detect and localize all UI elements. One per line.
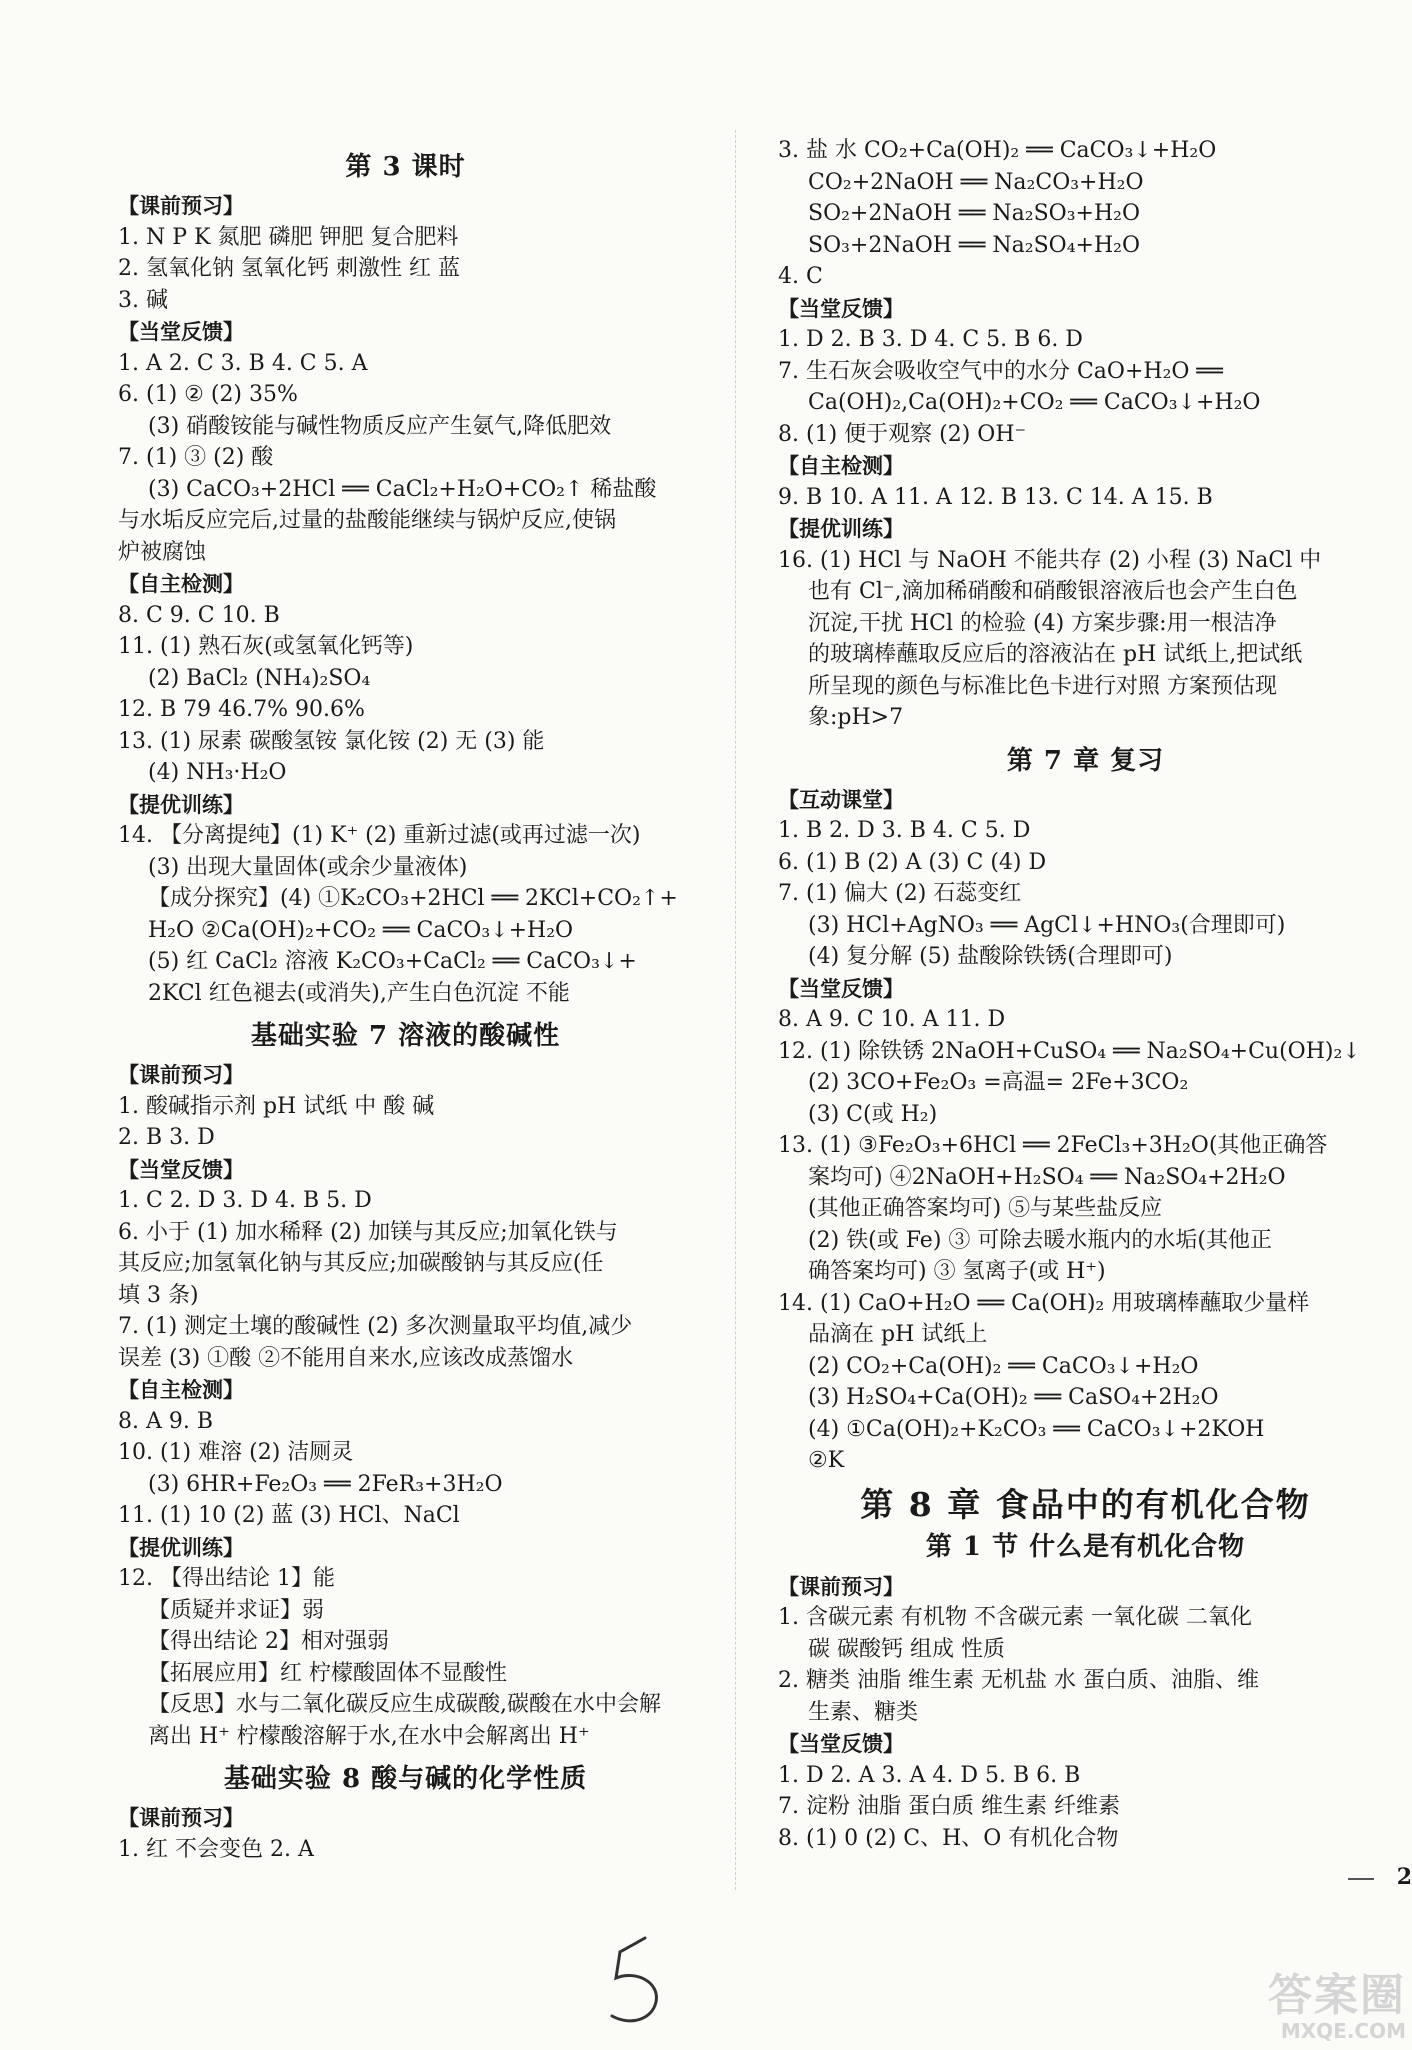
answer-line: 3. 盐 水 CO₂+Ca(OH)₂ ══ CaCO₃↓+H₂O (778, 138, 1217, 163)
section-label: 【当堂反馈】 (118, 1156, 244, 1182)
answer-line: 7. 生石灰会吸收空气中的水分 CaO+H₂O ══ (778, 358, 1223, 384)
section-label: 【自主检测】 (118, 1377, 244, 1402)
page-number: 2 (1396, 1864, 1412, 1890)
answer-line: 1. 酸碱指示剂 pH 试纸 中 酸 碱 (118, 1093, 435, 1119)
answer-line: 【成分探究】(4) ①K₂CO₃+2HCl ══ 2KCl+CO₂↑+ (148, 886, 678, 911)
answer-line: (3) 出现大量固体(或余少量液体) (148, 854, 468, 880)
answer-line: (3) H₂SO₄+Ca(OH)₂ ══ CaSO₄+2H₂O (808, 1385, 1219, 1410)
answer-line: SO₂+2NaOH ══ Na₂SO₃+H₂O (808, 201, 1141, 226)
answer-line: SO₃+2NaOH ══ Na₂SO₄+H₂O (808, 232, 1141, 258)
answer-line: 14. 【分离提纯】(1) K⁺ (2) 重新过滤(或再过滤一次) (118, 823, 641, 848)
section-label: 【当堂反馈】 (118, 319, 244, 344)
answer-line: H₂O ②Ca(OH)₂+CO₂ ══ CaCO₃↓+H₂O (148, 917, 574, 943)
answer-line: (4) ①Ca(OH)₂+K₂CO₃ ══ CaCO₃↓+2KOH (808, 1416, 1265, 1442)
answer-line: 7. 淀粉 油脂 蛋白质 维生素 纤维素 (778, 1794, 1120, 1819)
answer-line: 1. C 2. D 3. D 4. B 5. D (118, 1188, 372, 1213)
answer-line: 1. 红 不会变色 2. A (118, 1836, 314, 1862)
section-label: 【自主检测】 (118, 571, 244, 596)
left-column (118, 140, 693, 1865)
answer-line: 6. (1) B (2) A (3) C (4) D (778, 849, 1047, 875)
answer-line: 品滴在 pH 试纸上 (808, 1322, 988, 1347)
answer-line: 【质疑并求证】弱 (148, 1597, 325, 1623)
answer-line: (4) 复分解 (5) 盐酸除铁锈(合理即可) (808, 944, 1173, 969)
answer-line: 所呈现的颜色与标准比色卡进行对照 方案预估现 (808, 673, 1277, 699)
section-label: 【互动课堂】 (778, 786, 904, 812)
answer-line: 的玻璃棒蘸取反应后的溶液沾在 pH 试纸上,把试纸 (808, 642, 1303, 667)
answer-line: 生素、糖类 (808, 1699, 919, 1725)
page-number-dash (1348, 1878, 1374, 1880)
answer-line: 与水垢反应完后,过量的盐酸能继续与锅炉反应,使锅 (118, 508, 616, 533)
answer-line: (3) 6HR+Fe₂O₃ ══ 2FeR₃+3H₂O (148, 1471, 503, 1497)
answer-line: 案均可) ④2NaOH+H₂SO₄ ══ Na₂SO₄+2H₂O (808, 1164, 1286, 1190)
section-label: 【提优训练】 (118, 791, 244, 817)
section-heading: 第 3 课时 (345, 152, 466, 182)
answer-line: CO₂+2NaOH ══ Na₂CO₃+H₂O (808, 169, 1144, 195)
answer-line: 也有 Cl⁻,滴加稀硝酸和硝酸银溶液后也会产生白色 (808, 579, 1298, 604)
answer-line: 碳 碳酸钙 组成 性质 (808, 1636, 1005, 1662)
answer-line: 11. (1) 熟石灰(或氢氧化钙等) (118, 634, 414, 659)
answer-line: (3) HCl+AgNO₃ ══ AgCl↓+HNO₃(合理即可) (808, 912, 1286, 938)
answer-line: 9. B 10. A 11. A 12. B 13. C 14. A 15. B (778, 484, 1213, 510)
section-label: 【当堂反馈】 (778, 975, 904, 1001)
answer-line: (3) 硝酸铵能与碱性物质反应产生氨气,降低肥效 (148, 413, 612, 439)
answer-line: 14. (1) CaO+H₂O ══ Ca(OH)₂ 用玻璃棒蘸取少量样 (778, 1290, 1310, 1316)
answer-line: 6. (1) ② (2) 35% (118, 382, 298, 407)
answer-line: 2. 糖类 油脂 维生素 无机盐 水 蛋白质、油脂、维 (778, 1668, 1259, 1693)
answer-line: (3) C(或 H₂) (808, 1101, 938, 1127)
answer-line: (2) 铁(或 Fe) ③ 可除去暖水瓶内的水垢(其他正 (808, 1227, 1272, 1253)
section-label: 【提优训练】 (118, 1534, 244, 1560)
answer-line: 【拓展应用】红 柠檬酸固体不显酸性 (148, 1660, 507, 1686)
answer-line: 8. A 9. B (118, 1408, 214, 1434)
answer-line: 1. D 2. B 3. D 4. C 5. B 6. D (778, 327, 1083, 352)
answer-line: 2KCl 红色褪去(或消失),产生白色沉淀 不能 (148, 980, 570, 1006)
answer-line: 8. C 9. C 10. B (118, 602, 280, 628)
answer-line: 7. (1) 偏大 (2) 石蕊变红 (778, 881, 1022, 906)
answer-line: 12. B 79 46.7% 90.6% (118, 697, 365, 722)
answer-line: 11. (1) 10 (2) 蓝 (3) HCl、NaCl (118, 1503, 460, 1528)
answer-line: 【得出结论 2】相对强弱 (148, 1629, 389, 1654)
watermark-logo-text: 答案圈 (1268, 1970, 1406, 2021)
answer-line: 填 3 条) (118, 1282, 199, 1308)
answer-line: 误差 (3) ①酸 ②不能用自来水,应该改成蒸馏水 (118, 1345, 574, 1371)
section-heading: 基础实验 8 酸与碱的化学性质 (223, 1764, 588, 1794)
answer-line: (5) 红 CaCl₂ 溶液 K₂CO₃+CaCl₂ ══ CaCO₃↓+ (148, 949, 637, 974)
answer-line: (2) BaCl₂ (NH₄)₂SO₄ (148, 665, 371, 691)
section-label: 【自主检测】 (778, 453, 904, 478)
handwritten-scribble (590, 1930, 680, 2030)
answer-line: 7. (1) 测定土壤的酸碱性 (2) 多次测量取平均值,减少 (118, 1314, 633, 1339)
section-label: 【当堂反馈】 (778, 1731, 904, 1756)
section-label: 【当堂反馈】 (778, 295, 904, 321)
section-label: 【课前预习】 (118, 193, 244, 218)
answer-line: 1. N P K 氮肥 磷肥 钾肥 复合肥料 (118, 224, 459, 250)
answer-line: 6. 小于 (1) 加水稀释 (2) 加镁与其反应;加氧化铁与 (118, 1219, 618, 1245)
section-label: 【提优训练】 (778, 516, 904, 541)
section-label: 【课前预习】 (118, 1062, 244, 1087)
answer-line: 4. C (778, 264, 823, 289)
answer-line: 其反应;加氢氧化钠与其反应;加碳酸钠与其反应(任 (118, 1251, 604, 1276)
answer-line: 3. 碱 (118, 287, 168, 313)
answer-line: 象:pH>7 (808, 705, 904, 730)
answer-line: 1. D 2. A 3. A 4. D 5. B 6. B (778, 1762, 1081, 1788)
answer-line: 炉被腐蚀 (118, 539, 207, 565)
answer-line: 12. (1) 除铁锈 2NaOH+CuSO₄ ══ Na₂SO₄+Cu(OH)₂↓ (778, 1038, 1361, 1064)
answer-line: (3) CaCO₃+2HCl ══ CaCl₂+H₂O+CO₂↑ 稀盐酸 (148, 476, 657, 502)
answer-line: 13. (1) 尿素 碳酸氢铵 氯化铵 (2) 无 (3) 能 (118, 728, 545, 754)
answer-line: (2) 3CO+Fe₂O₃ =高温= 2Fe+3CO₂ (808, 1070, 1189, 1095)
answer-line: 离出 H⁺ 柠檬酸溶解于水,在水中会解离出 H⁺ (148, 1723, 590, 1749)
answer-line: (其他正确答案均可) ⑤与某些盐反应 (808, 1196, 1163, 1221)
answer-line: 1. 含碳元素 有机物 不含碳元素 一氧化碳 二氧化 (778, 1605, 1252, 1630)
answer-line: 1. B 2. D 3. B 4. C 5. D (778, 818, 1031, 843)
answer-line: 13. (1) ③Fe₂O₃+6HCl ══ 2FeCl₃+3H₂O(其他正确答 (778, 1133, 1328, 1158)
section-heading: 第 7 章 复习 (1006, 745, 1165, 776)
answer-line: Ca(OH)₂,Ca(OH)₂+CO₂ ══ CaCO₃↓+H₂O (808, 390, 1261, 415)
answer-line: (2) CO₂+Ca(OH)₂ ══ CaCO₃↓+H₂O (808, 1353, 1199, 1379)
answer-line: 1. A 2. C 3. B 4. C 5. A (118, 350, 368, 376)
answer-line: 8. (1) 0 (2) C、H、O 有机化合物 (778, 1825, 1119, 1851)
section-label: 【课前预习】 (778, 1573, 904, 1599)
answer-line: 12. 【得出结论 1】能 (118, 1566, 335, 1591)
answer-line: 8. (1) 便于观察 (2) OH⁻ (778, 421, 1027, 447)
answer-line: (4) NH₃·H₂O (148, 760, 287, 785)
column-divider (735, 130, 736, 1890)
answer-line: 2. B 3. D (118, 1125, 215, 1150)
answer-line: 确答案均可) ③ 氢离子(或 H⁺) (808, 1259, 1106, 1284)
answer-line: 8. A 9. C 10. A 11. D (778, 1007, 1006, 1032)
answer-line: 【反思】水与二氧化碳反应生成碳酸,碳酸在水中会解 (148, 1692, 661, 1717)
subsection-heading: 第 1 节 什么是有机化合物 (925, 1531, 1246, 1562)
section-label: 【课前预习】 (118, 1805, 244, 1830)
answer-line: 10. (1) 难溶 (2) 洁厕灵 (118, 1440, 354, 1465)
answer-line: ②K (808, 1448, 845, 1473)
answer-line: 7. (1) ③ (2) 酸 (118, 445, 274, 470)
chapter-heading: 第 8 章 食品中的有机化合物 (860, 1484, 1311, 1524)
answer-line: 沉淀,干扰 HCl 的检验 (4) 方案步骤:用一根洁净 (808, 610, 1277, 636)
answer-line: 16. (1) HCl 与 NaOH 不能共存 (2) 小程 (3) NaCl 中 (778, 547, 1322, 573)
watermark (1268, 1972, 1406, 2042)
right-column (778, 135, 1393, 1854)
answer-line: 2. 氢氧化钠 氢氧化钙 刺激性 红 蓝 (118, 256, 460, 281)
section-heading: 基础实验 7 溶液的酸碱性 (250, 1021, 561, 1051)
watermark-url: MXQE.COM (1280, 2019, 1406, 2043)
